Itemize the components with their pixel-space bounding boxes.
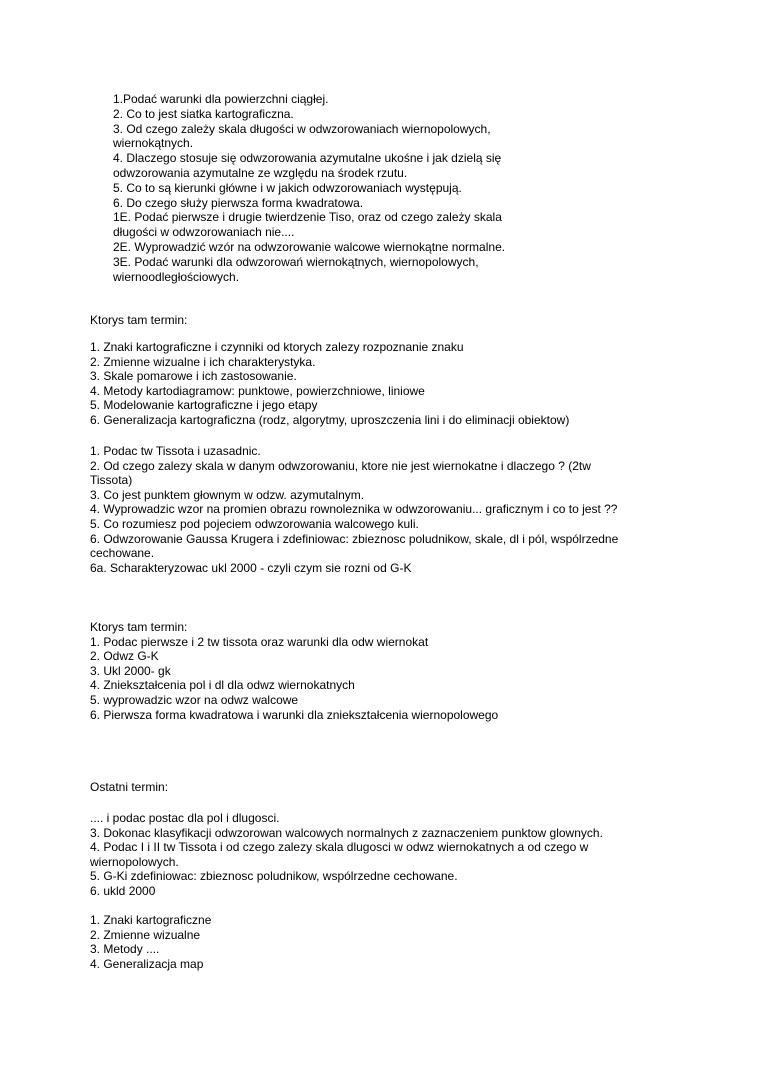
section-heading [90, 780, 168, 795]
list-line: 4. Podac I i II tw Tissota i od czego zalezy skala dlugosci w odwz wiernokatnych a od czego w [90, 840, 589, 855]
list-line: 4. Wyprowadzic wzor na promien obrazu rownoleznika w odwzorowaniu... graficznym i co to jest ?? [90, 502, 618, 517]
list-line: 6. ukld 2000 [90, 883, 156, 898]
list-line: 1E. Podać pierwsze i drugie twierdzenie Tiso, oraz od czego zależy skala [113, 210, 502, 225]
list-line: 6. Do czego służy pierwsza forma kwadratowa. [113, 195, 364, 210]
list-line: 2. Odwz G-K [90, 649, 159, 664]
list-line: 3. Ukl 2000- gk [90, 663, 171, 678]
list-line: 4. Metody kartodiagramow: punktowe, powierzchniowe, liniowe [90, 383, 425, 398]
exam-questions-list-1 [113, 92, 505, 284]
list-line: 4. Generalizacja map [90, 956, 204, 971]
list-line: .... i podac postac dla pol i dlugosci. [90, 811, 280, 825]
list-line: 1. Znaki kartograficzne [90, 913, 212, 927]
list-line: 6. Generalizacja kartograficzna (rodz, algorytmy, uproszczenia lini i do eliminacji obiektow) [90, 412, 570, 427]
list-line: 5. wyprowadzic wzor na odwz walcowe [90, 692, 299, 707]
list-line: 1. Podac tw Tissota i uzasadnic. [90, 444, 261, 458]
list-line: długości w odwzorowaniach nie.... [113, 225, 295, 240]
list-line: wiernokątnych. [113, 136, 194, 151]
list-line: 5. Modelowanie kartograficzne i jego etapy [90, 398, 318, 413]
exam-questions-list-2 [90, 340, 569, 428]
list-line: Tissota) [90, 473, 133, 488]
list-line: 3. Od czego zależy skala długości w odwzorowaniach wiernopolowych, [113, 121, 491, 136]
list-line: 6. Pierwsza forma kwadratowa i warunki dla zniekształcenia wiernopolowego [90, 707, 499, 722]
list-line: wiernopolowych. [90, 854, 179, 869]
list-line: 3. Dokonac klasyfikacji odwzorowan walcowych normalnych z zaznaczeniem punktow glownych. [90, 825, 603, 840]
list-line: 3. Skale pomarowe i ich zastosowanie. [90, 369, 297, 384]
list-line: 2E. Wyprowadzić wzór na odwzorowanie walcowe wiernokątne normalne. [113, 239, 506, 254]
list-line: 5. Co rozumiesz pod pojeciem odwzorowania walcowego kuli. [90, 516, 419, 531]
list-line: 2. Zmienne wizualne [90, 927, 201, 942]
list-line: 5. G-Ki zdefiniowac: zbieznosc poludnikow, wspólrzedne cechowane. [90, 869, 458, 884]
list-line: 3. Co jest punktem głownym w odzw. azymutalnym. [90, 487, 365, 502]
list-line: 2. Co to jest siatka kartograficzna. [113, 106, 294, 121]
heading-text: Ostatni termin: [90, 780, 169, 794]
list-line: wiernoodległościowych. [113, 269, 240, 284]
exam-questions-list-5 [90, 811, 603, 899]
heading-text: Ktorys tam termin: [90, 313, 188, 327]
list-line: 4. Dlaczego stosuje się odwzorowania azymutalne ukośne i jak dzielą się [113, 151, 502, 166]
list-line: 1. Znaki kartograficzne i czynniki od ktorych zalezy rozpoznanie znaku [90, 340, 464, 354]
list-line: 1.Podać warunki dla powierzchni ciągłej. [113, 92, 329, 106]
exam-questions-list-4 [90, 620, 498, 722]
list-line: odwzorowania azymutalne ze względu na środek rzutu. [113, 165, 408, 180]
heading-text: Ktorys tam termin: [90, 620, 188, 634]
exam-questions-list-3 [90, 444, 618, 575]
list-line: 4. Zniekształcenia pol i dl dla odwz wiernokatnych [90, 678, 355, 693]
section-heading [90, 313, 187, 328]
list-line: 2. Zmienne wizualne i ich charakterystyka. [90, 354, 316, 369]
exam-questions-list-6 [90, 913, 211, 971]
list-line: cechowane. [90, 546, 155, 561]
list-line: 3. Metody .... [90, 942, 160, 957]
list-line: 2. Od czego zalezy skala w danym odwzorowaniu, ktore nie jest wiernokatne i dlaczego ? (2tw [90, 458, 591, 473]
list-line: 6. Odwzorowanie Gaussa Krugera i zdefiniowac: zbieznosc poludnikow, skale, dl i pól, wspólrzedne [90, 531, 619, 546]
list-line: 6a. Scharakteryzowac ukl 2000 - czyli czym sie rozni od G-K [90, 560, 412, 575]
list-line: 1. Podac pierwsze i 2 tw tissota oraz warunki dla odw wiernokat [90, 634, 429, 649]
list-line: 5. Co to są kierunki główne i w jakich odwzorowaniach występują. [113, 180, 462, 195]
list-line: 3E. Podać warunki dla odwzorowań wiernokątnych, wiernopolowych, [113, 254, 479, 269]
